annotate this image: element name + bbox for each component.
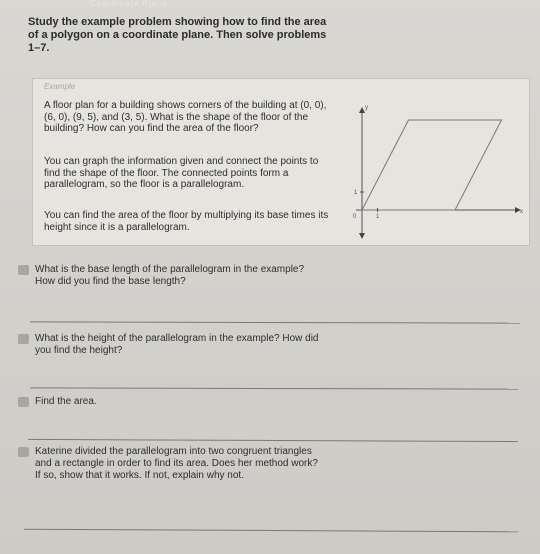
problem-1 <box>18 264 338 288</box>
problem-3 <box>18 396 338 408</box>
origin-label: 0 <box>353 214 357 220</box>
problem-2 <box>18 333 338 357</box>
example-tag: Example <box>44 82 76 91</box>
answer-line-4[interactable] <box>24 529 518 533</box>
example-paragraph-3: You can find the area of the floor by multiplying its base times its height since it is a parallelogram. <box>44 210 329 233</box>
problem-number-4: 4 <box>18 447 29 457</box>
x-tick-label: 1 <box>376 214 380 220</box>
header-strip: Coordinate Plane <box>90 0 168 8</box>
problem-number-3: 3 <box>18 397 29 407</box>
example-paragraph-1: A floor plan for a building shows corners of the building at (0, 0), (6, 0), (9, 5), and (3, 5). What is the shape of the floor of the building? How can you find the area of the floor? <box>44 100 327 134</box>
instructions: Study the example problem showing how to find the area of a polygon on a coordinate plane. Then solve problems 1–7. <box>28 16 327 54</box>
answer-line-2[interactable] <box>30 387 518 389</box>
problem-4-text: Katerine divided the parallelogram into two congruent triangles and a rectangle in order to find its area. Does her method work? If so, show that it works. If not, explain why not. <box>35 446 318 481</box>
y-tick-label: 1 <box>354 190 358 196</box>
problem-number-1: 1 <box>18 265 29 275</box>
coordinate-graph <box>340 100 530 242</box>
answer-line-1[interactable] <box>30 321 520 323</box>
problem-1-text: What is the base length of the parallelogram in the example? How did you find the base length? <box>35 264 305 287</box>
parallelogram-floor-shape <box>362 120 502 210</box>
x-axis-label: x <box>520 209 523 215</box>
answer-line-3[interactable] <box>28 439 518 442</box>
y-axis-label: y <box>365 105 368 111</box>
problem-3-text: Find the area. <box>35 396 97 407</box>
problem-2-text: What is the height of the parallelogram in the example? How did you find the height? <box>35 333 319 356</box>
example-paragraph-2: You can graph the information given and connect the points to find the shape of the floor. The connected points form a parallelogram, so the floor is a parallelogram. <box>44 156 319 190</box>
problem-4 <box>18 446 338 482</box>
problem-number-2: 2 <box>18 334 29 344</box>
